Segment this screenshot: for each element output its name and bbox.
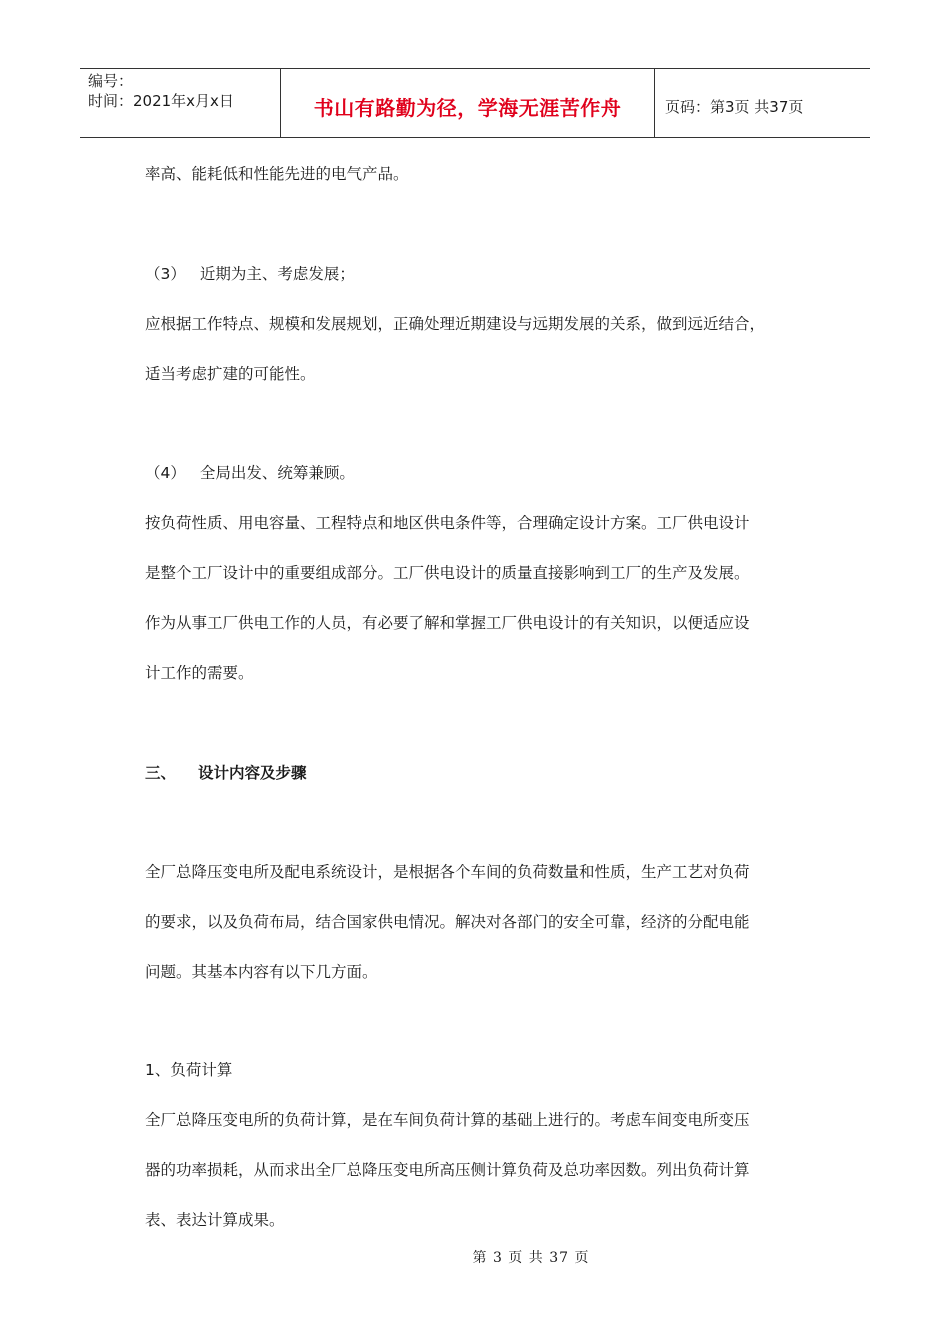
page-footer bbox=[0, 1247, 950, 1267]
header-meta bbox=[80, 69, 281, 137]
footer-page-number: 第 3 页 共 37 页 bbox=[472, 1250, 590, 1266]
paragraph-line: 计工作的需要。 bbox=[145, 664, 254, 682]
paragraph-line: 按负荷性质、用电容量、工程特点和地区供电条件等，合理确定设计方案。工厂供电设计 bbox=[145, 514, 750, 532]
paragraph-line: 是整个工厂设计中的重要组成部分。工厂供电设计的质量直接影响到工厂的生产及发展。 bbox=[145, 564, 750, 582]
subsection-title: 近期为主、考虑发展； bbox=[199, 265, 355, 283]
section-number: 三、 bbox=[145, 764, 177, 782]
subsection-number: （3） bbox=[145, 265, 186, 283]
page-header bbox=[80, 68, 870, 138]
paragraph-line: 全厂总降压变电所及配电系统设计，是根据各个车间的负荷数量和性质，生产工艺对负荷 bbox=[145, 863, 750, 881]
header-page-info: 页码：第3页 共37页 bbox=[665, 97, 804, 116]
paragraph-line: 器的功率损耗，从而求出全厂总降压变电所高压侧计算负荷及总功率因数。列出负荷计算 bbox=[145, 1161, 750, 1179]
paragraph-line: 表、表达计算成果。 bbox=[145, 1211, 285, 1229]
item-heading: 1、负荷计算 bbox=[145, 1061, 233, 1079]
paragraph-line: 的要求，以及负荷布局，结合国家供电情况。解决对各部门的安全可靠，经济的分配电能 bbox=[145, 913, 750, 931]
paragraph-line: 全厂总降压变电所的负荷计算，是在车间负荷计算的基础上进行的。考虑车间变电所变压 bbox=[145, 1111, 750, 1129]
subsection-number: （4） bbox=[145, 464, 186, 482]
header-motto: 书山有路勤为径，学海无涯苦作舟 bbox=[313, 95, 622, 120]
subsection-title: 全局出发、统筹兼顾。 bbox=[199, 464, 355, 482]
document-number-label: 编号： bbox=[88, 72, 134, 90]
subsection-heading-3 bbox=[145, 262, 355, 284]
document-date-label: 时间：2021年x月x日 bbox=[88, 92, 234, 110]
paragraph-line: 应根据工作特点、规模和发展规划，正确处理近期建设与远期发展的关系，做到远近结合， bbox=[145, 315, 766, 333]
subsection-heading-4 bbox=[145, 461, 355, 483]
header-motto-cell bbox=[281, 69, 655, 137]
paragraph-line: 作为从事工厂供电工作的人员，有必要了解和掌握工厂供电设计的有关知识，以便适应设 bbox=[145, 614, 750, 632]
paragraph-line: 问题。其基本内容有以下几方面。 bbox=[145, 963, 378, 981]
paragraph-line: 率高、能耗低和性能先进的电气产品。 bbox=[145, 165, 409, 183]
paragraph-line: 适当考虑扩建的可能性。 bbox=[145, 365, 316, 383]
section-heading bbox=[145, 761, 307, 783]
section-title: 设计内容及步骤 bbox=[198, 764, 307, 782]
